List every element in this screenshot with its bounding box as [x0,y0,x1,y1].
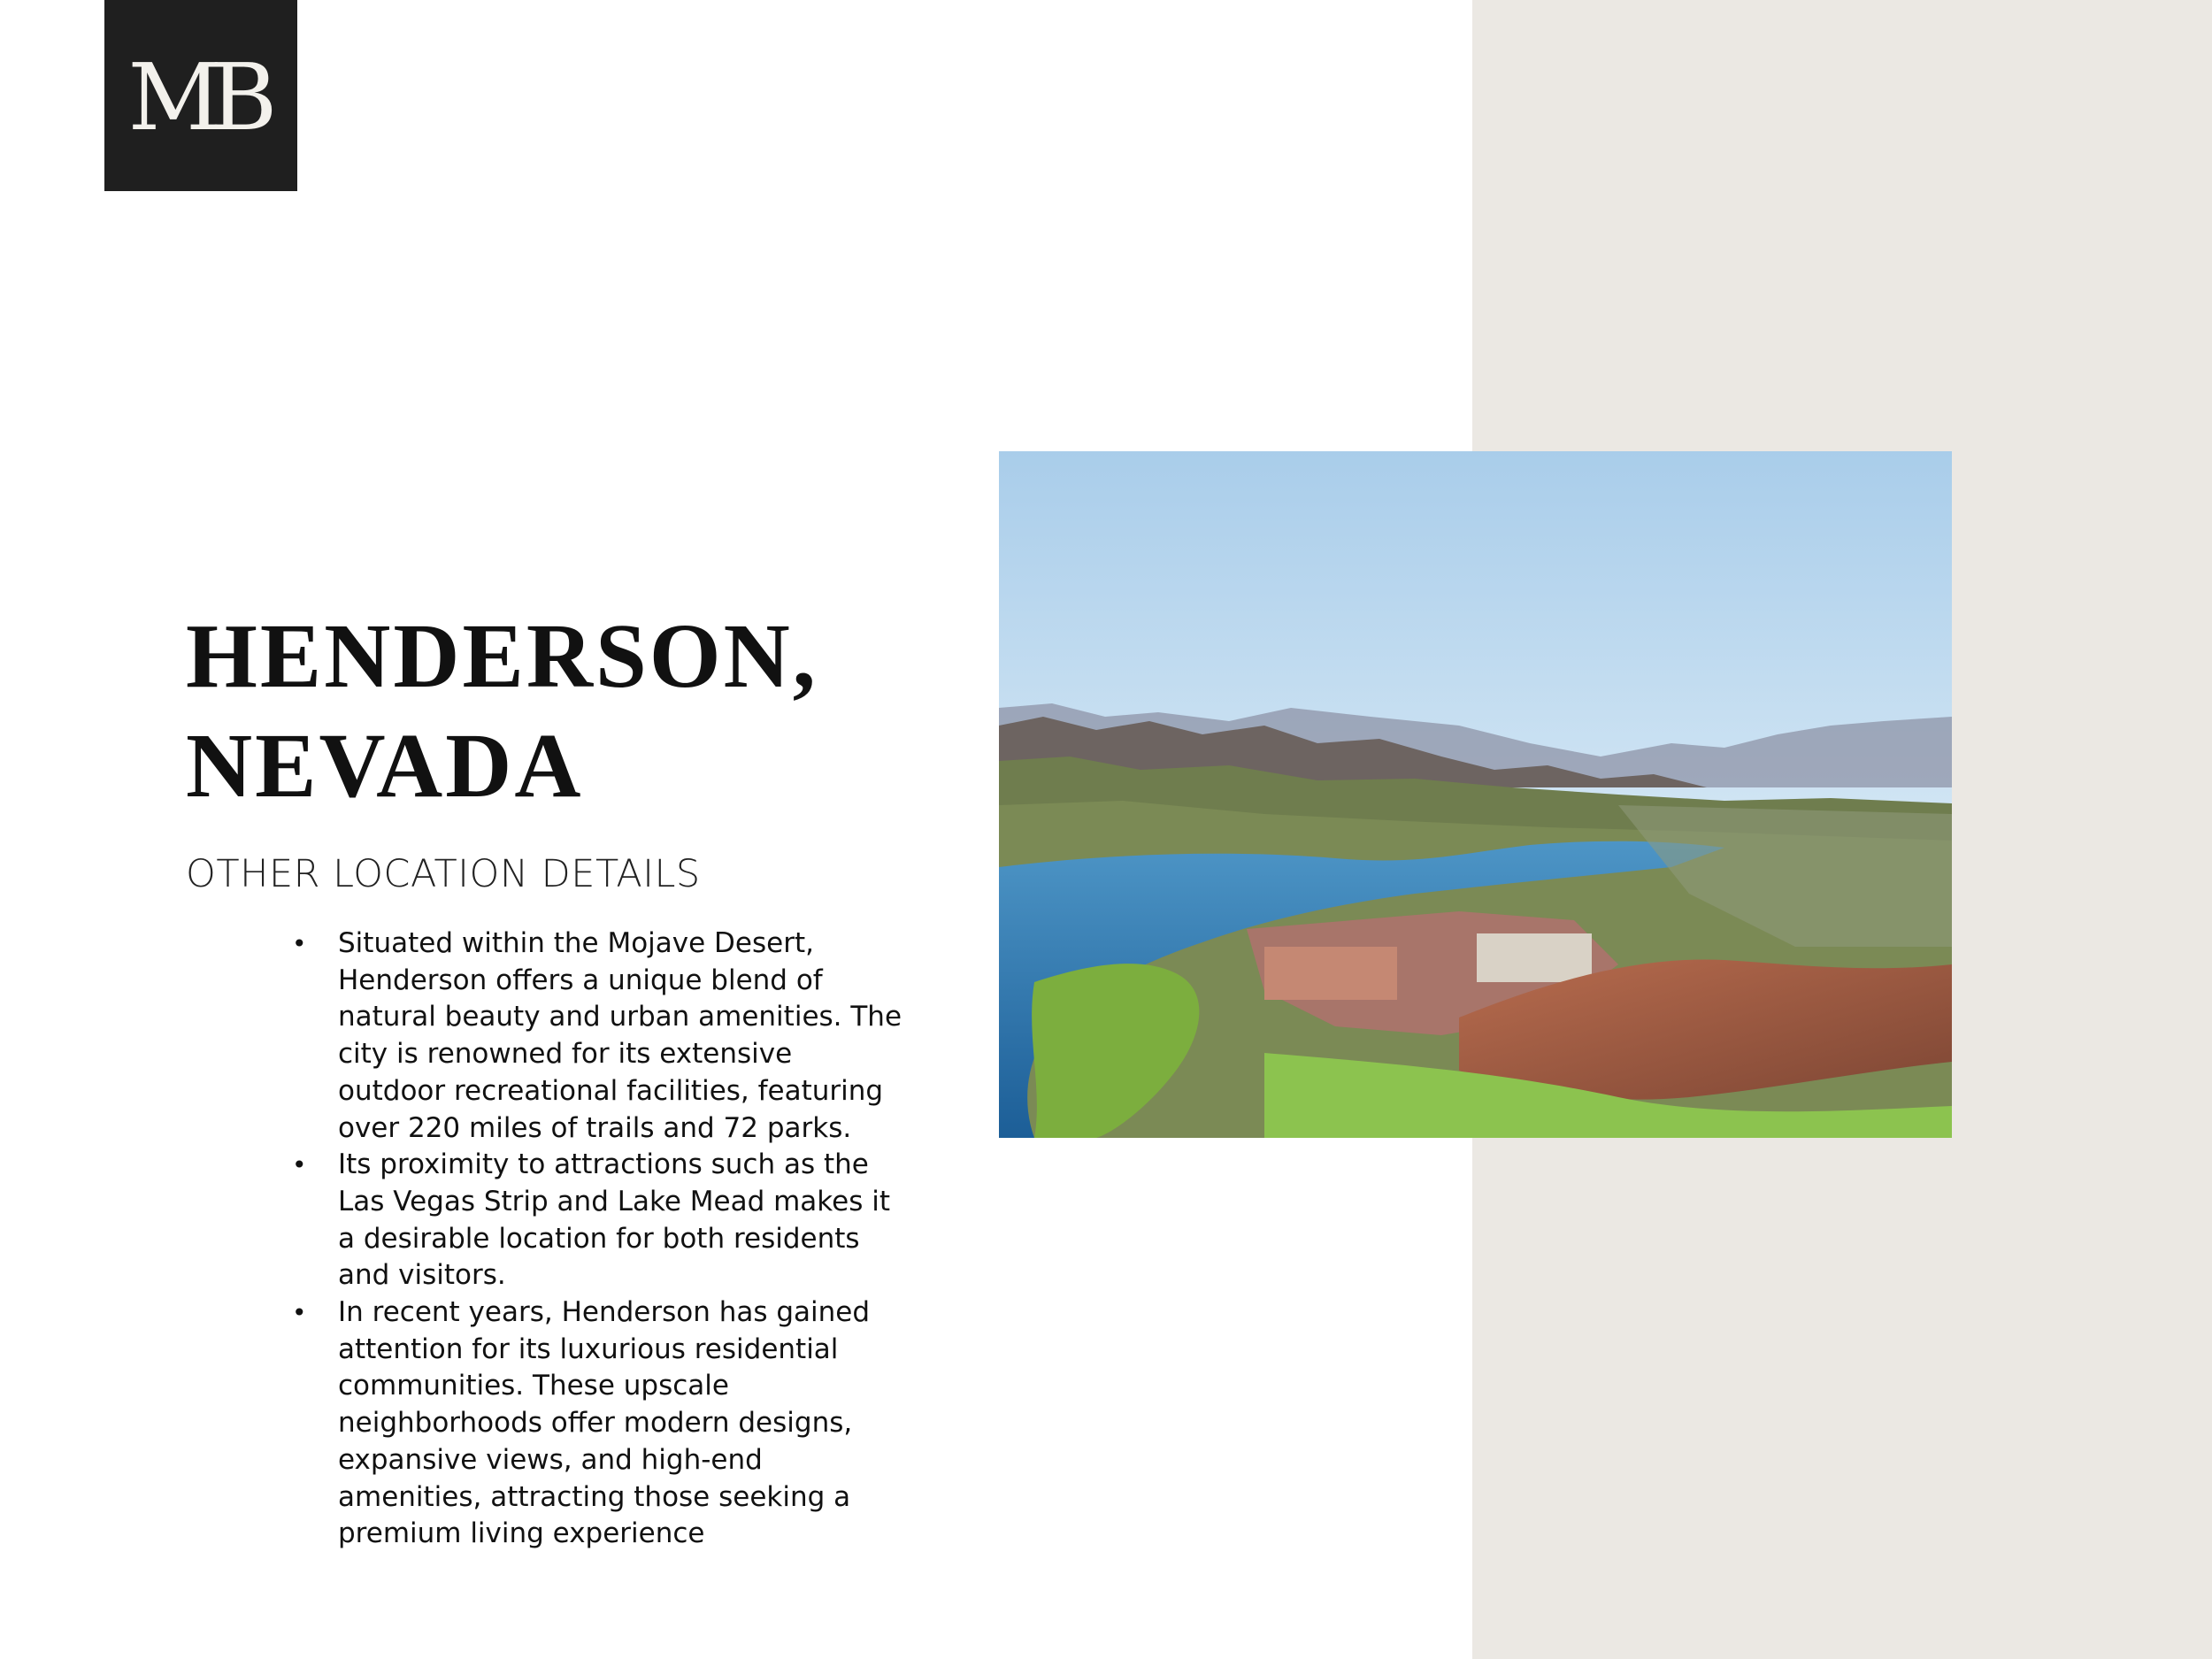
title-line-2: NEVADA [186,715,584,817]
aerial-landscape-photo [999,451,1952,1138]
list-item-text: Its proximity to attractions such as the Las Vegas Strip and Lake Mead makes it a desirable location for both residents and visitors. [338,1148,890,1292]
bullet-icon: • [292,929,307,958]
list-item [292,1294,902,1553]
list-item [292,926,902,1147]
bullet-icon: • [292,1298,307,1328]
brand-logo [104,0,297,191]
bullet-icon: • [292,1150,307,1180]
title-line-1: HENDERSON, [186,605,818,707]
list-item-text: Situated within the Mojave Desert, Henderson offers a unique blend of natural beauty and urban amenities. The city is renowned for its extensive outdoor recreational facilities, featuring over 220 miles of trails and 72 parks. [338,927,902,1144]
logo-monogram: MB [127,43,265,151]
list-item-text: In recent years, Henderson has gained attention for its luxurious residential communities. These upscale neighborhoods offer modern designs, expansive views, and high-end amenities, attracting those seeking a premium living experience [338,1296,871,1550]
details-list [292,926,902,1553]
page-title [186,602,818,821]
list-item [292,1147,902,1294]
section-subtitle: OTHER LOCATION DETAILS [186,852,701,896]
